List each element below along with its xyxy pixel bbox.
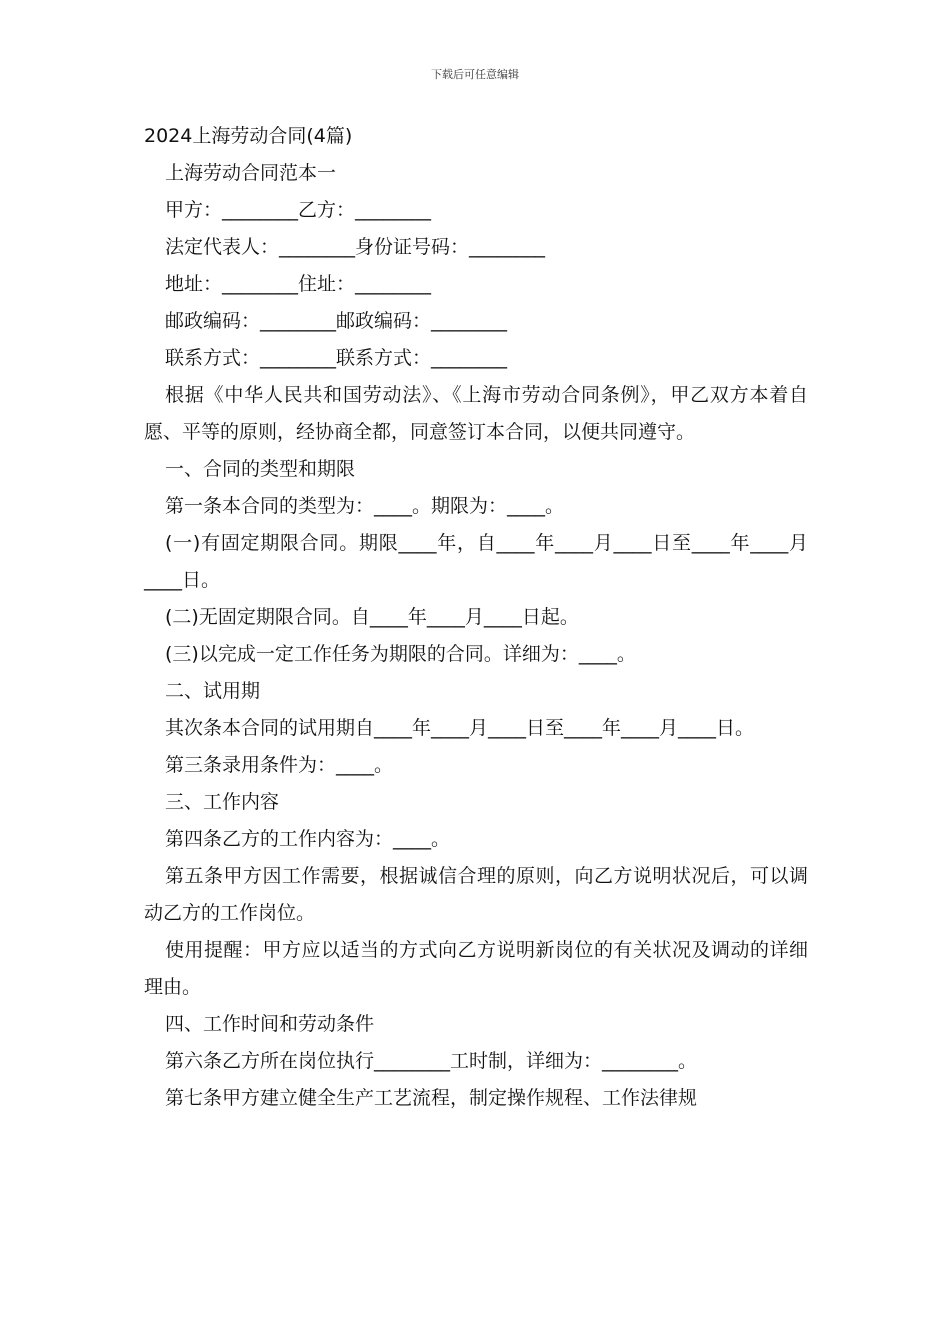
paragraph: (三)以完成一定工作任务为期限的合同。详细为：____。 [165, 643, 636, 665]
document-body [144, 118, 808, 1117]
paragraph: 第三条录用条件为：____。 [165, 754, 394, 776]
section-heading: 三、工作内容 [165, 791, 280, 813]
paragraph: 第七条甲方建立健全生产工艺流程，制定操作规程、工作法律规 [165, 1087, 698, 1109]
paragraph: 联系方式：________联系方式：________ [165, 347, 508, 369]
paragraph: 第五条甲方因工作需要，根据诚信合理的原则，向乙方说明状况后，可以调动乙方的工作岗位。 [144, 865, 808, 924]
section-heading: 二、试用期 [165, 680, 261, 702]
paragraph: 其次条本合同的试用期自____年____月____日至____年____月____日。 [165, 717, 755, 739]
paragraph: 邮政编码：________邮政编码：________ [165, 310, 508, 332]
paragraph: (二)无固定期限合同。自____年____月____日起。 [165, 606, 579, 628]
document-title: 2024上海劳动合同(4篇) [144, 125, 353, 147]
section-heading: 一、合同的类型和期限 [165, 458, 356, 480]
page-header: 下载后可任意编辑 [431, 68, 519, 81]
paragraph: 第一条本合同的类型为：____。期限为：____。 [165, 495, 565, 517]
paragraph: (一)有固定期限合同。期限____年，自____年____月____日至____年____月____日。 [144, 532, 808, 591]
section-heading: 四、工作时间和劳动条件 [165, 1013, 375, 1035]
paragraph: 甲方：________乙方：________ [165, 199, 432, 221]
paragraph: 根据《中华人民共和国劳动法》、《上海市劳动合同条例》，甲乙双方本着自愿、平等的原则，经协商全都，同意签订本合同，以便共同遵守。 [144, 384, 808, 443]
paragraph: 使用提醒：甲方应以适当的方式向乙方说明新岗位的有关状况及调动的详细理由。 [144, 939, 808, 998]
paragraph: 上海劳动合同范本一 [165, 162, 337, 184]
paragraph: 第四条乙方的工作内容为：____。 [165, 828, 451, 850]
paragraph: 地址：________住址：________ [165, 273, 432, 295]
paragraph: 第六条乙方所在岗位执行________工时制，详细为：________。 [165, 1050, 698, 1072]
paragraph: 法定代表人：________身份证号码：________ [165, 236, 546, 258]
